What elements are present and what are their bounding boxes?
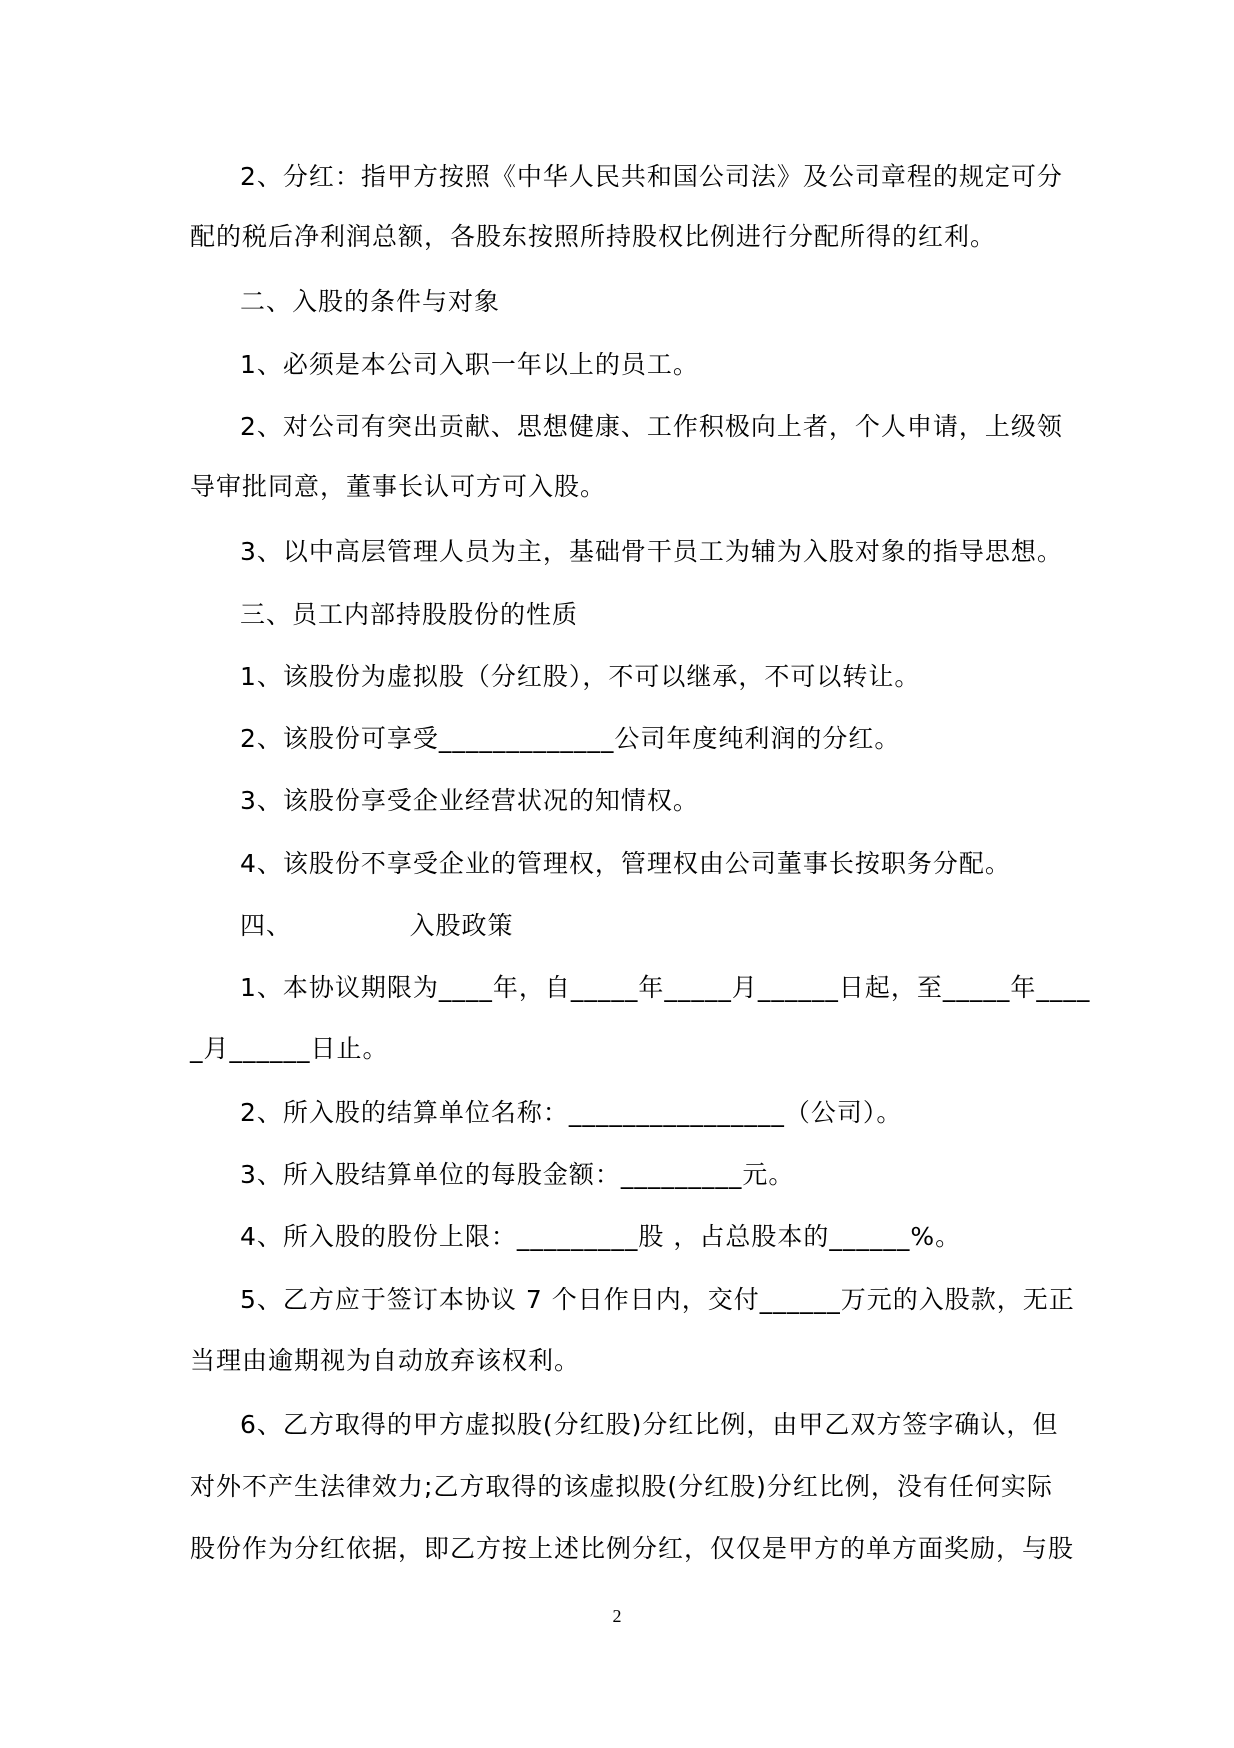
text-line: 配的税后净利润总额，各股东按照所持股权比例进行分配所得的红利。 [190, 222, 997, 251]
text-line: 2、分红：指甲方按照《中华人民共和国公司法》及公司章程的规定可分 [240, 162, 1063, 191]
text-line: 1、该股份为虚拟股（分红股），不可以继承，不可以转让。 [240, 662, 921, 691]
page-number: 2 [612, 1606, 622, 1626]
text-line: 6、乙方取得的甲方虚拟股(分红股)分红比例，由甲乙双方签字确认，但 [240, 1410, 1059, 1439]
text-line: 3、以中高层管理人员为主，基础骨干员工为辅为入股对象的指导思想。 [240, 537, 1063, 566]
text-line: 4、该股份不享受企业的管理权，管理权由公司董事长按职务分配。 [240, 849, 1011, 878]
text-line: 2、所入股的结算单位名称：________________（公司）。 [240, 1098, 903, 1127]
text-line: 1、必须是本公司入职一年以上的员工。 [240, 350, 699, 379]
section-heading: 二、入股的条件与对象 [240, 287, 501, 316]
section-heading: 四、 入股政策 [240, 911, 514, 940]
text-line: 2、该股份可享受_____________公司年度纯利润的分红。 [240, 724, 901, 753]
text-line: 导审批同意，董事长认可方可入股。 [190, 472, 607, 501]
section-heading: 三、员工内部持股股份的性质 [240, 600, 579, 629]
text-line: 4、所入股的股份上限：_________股 ，占总股本的______%。 [240, 1222, 962, 1251]
text-line: 股份作为分红依据，即乙方按上述比例分红，仅仅是甲方的单方面奖励，与股 [190, 1534, 1075, 1563]
text-line: 对外不产生法律效力;乙方取得的该虚拟股(分红股)分红比例，没有任何实际 [190, 1472, 1053, 1501]
text-line: 5、乙方应于签订本协议 7 个日作日内，交付______万元的入股款，无正 [240, 1285, 1075, 1314]
text-line: 3、该股份享受企业经营状况的知情权。 [240, 786, 699, 815]
text-line: 3、所入股结算单位的每股金额：_________元。 [240, 1160, 795, 1189]
text-line: 2、对公司有突出贡献、思想健康、工作积极向上者，个人申请，上级领 [240, 412, 1063, 441]
text-line: 1、本协议期限为____年，自_____年_____月______日起，至_____年____ [240, 973, 1091, 1002]
text-line: _月______日止。 [190, 1034, 389, 1063]
text-line: 当理由逾期视为自动放弃该权利。 [190, 1346, 581, 1375]
